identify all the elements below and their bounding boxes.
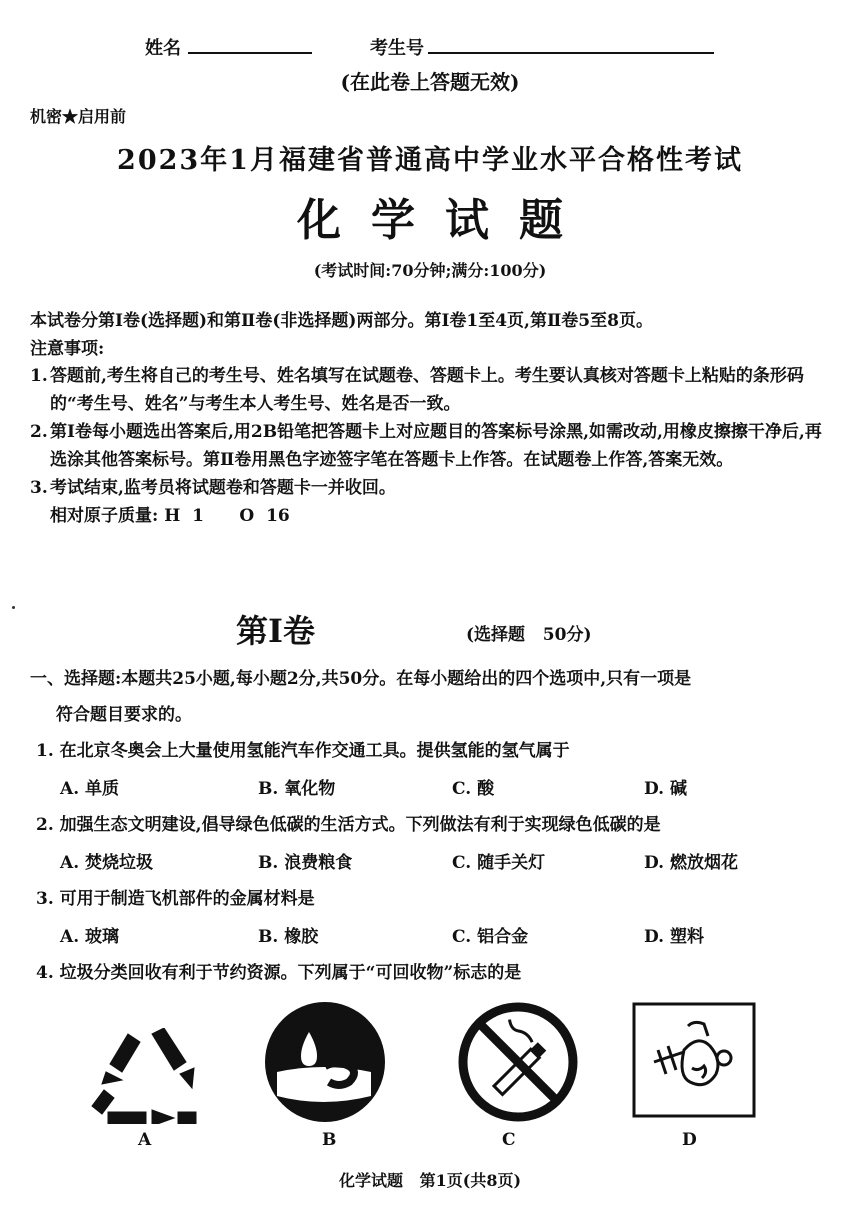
note-item	[30, 418, 830, 474]
question-option: B. 浪费粮食	[258, 853, 353, 873]
notes-list	[30, 362, 830, 530]
question-option: C. 随手关灯	[452, 853, 546, 873]
scan-speck	[12, 606, 15, 609]
atomic-mass: 相对原子质量: H 1 O 16	[50, 506, 290, 526]
exam-title: 2023年1月福建省普通高中学业水平合格性考试	[117, 145, 743, 176]
section-instructions: 一、选择题:本题共25小题,每小题2分,共50分。在每小题给出的四个选项中,只有一项是	[30, 669, 692, 689]
no-smoking-icon	[456, 1000, 580, 1124]
intro-text: 本试卷分第Ⅰ卷(选择题)和第Ⅱ卷(非选择题)两部分。第Ⅰ卷1至4页,第Ⅱ卷5至8页。	[30, 311, 653, 331]
name-label: 姓名	[145, 38, 181, 59]
question-stem: 2. 加强生态文明建设,倡导绿色低碳的生活方式。下列做法有利于实现绿色低碳的是	[36, 815, 661, 835]
volume-subtitle: (选择题 50分)	[466, 625, 592, 645]
exam-number-field-line	[428, 52, 714, 54]
name-field-line	[188, 52, 312, 54]
note-text: 考试结束,监考员将试题卷和答题卡一并收回。	[50, 478, 396, 498]
volume-title: 第Ⅰ卷	[236, 612, 315, 650]
notice-heading: 注意事项:	[30, 339, 105, 359]
question-option: D. 燃放烟花	[644, 853, 738, 873]
note-text: 第Ⅰ卷每小题选出答案后,用2B铅笔把答题卡上对应题目的答案标号涂黑,如需改动,用橡皮擦擦干净后,再选涂其他答案标号。第Ⅱ卷用黑色字迹签字笔在答题卡上作答。在试题卷上作答,答案无效。	[50, 422, 822, 470]
question-option: B. 氧化物	[258, 779, 336, 799]
question-option: B. 橡胶	[258, 927, 319, 947]
option-letter: C	[502, 1130, 516, 1150]
kitchen-waste-icon	[632, 1002, 756, 1118]
option-letter: B	[322, 1130, 337, 1150]
recycle-icon	[88, 1028, 204, 1124]
subject-title: 化学试题	[297, 195, 593, 246]
section-instructions-cont: 符合题目要求的。	[56, 705, 192, 725]
question-stem: 1. 在北京冬奥会上大量使用氢能汽车作交通工具。提供氢能的氢气属于	[36, 741, 570, 761]
water-saving-icon	[263, 1000, 387, 1124]
note-number: 1.	[30, 366, 48, 386]
question-option: D. 塑料	[644, 927, 704, 947]
note-item	[30, 474, 830, 502]
question-stem: 3. 可用于制造飞机部件的金属材料是	[36, 889, 315, 909]
option-letter: A	[138, 1130, 152, 1150]
question-option: C. 铝合金	[452, 927, 529, 947]
invalid-note: (在此卷上答题无效)	[340, 70, 520, 94]
question-option: D. 碱	[644, 779, 687, 799]
exam-number-label: 考生号	[370, 38, 424, 59]
question-option: A. 单质	[60, 779, 120, 799]
secret-mark: 机密★启用前	[30, 107, 127, 126]
question-stem: 4. 垃圾分类回收有利于节约资源。下列属于“可回收物”标志的是	[36, 963, 522, 983]
note-text: 答题前,考生将自己的考生号、姓名填写在试题卷、答题卡上。考生要认真核对答题卡上粘贴的条形码的“考生号、姓名”与考生本人考生号、姓名是否一致。	[50, 366, 804, 414]
page-footer: 化学试题 第1页(共8页)	[338, 1171, 522, 1190]
note-item	[30, 362, 830, 418]
question-option: A. 玻璃	[60, 927, 120, 947]
option-letter: D	[682, 1130, 697, 1150]
question-option: C. 酸	[452, 779, 495, 799]
question-option: A. 焚烧垃圾	[60, 853, 154, 873]
note-number: 3.	[30, 478, 48, 498]
exam-meta: (考试时间:70分钟;满分:100分)	[313, 261, 547, 280]
note-number: 2.	[30, 422, 48, 442]
